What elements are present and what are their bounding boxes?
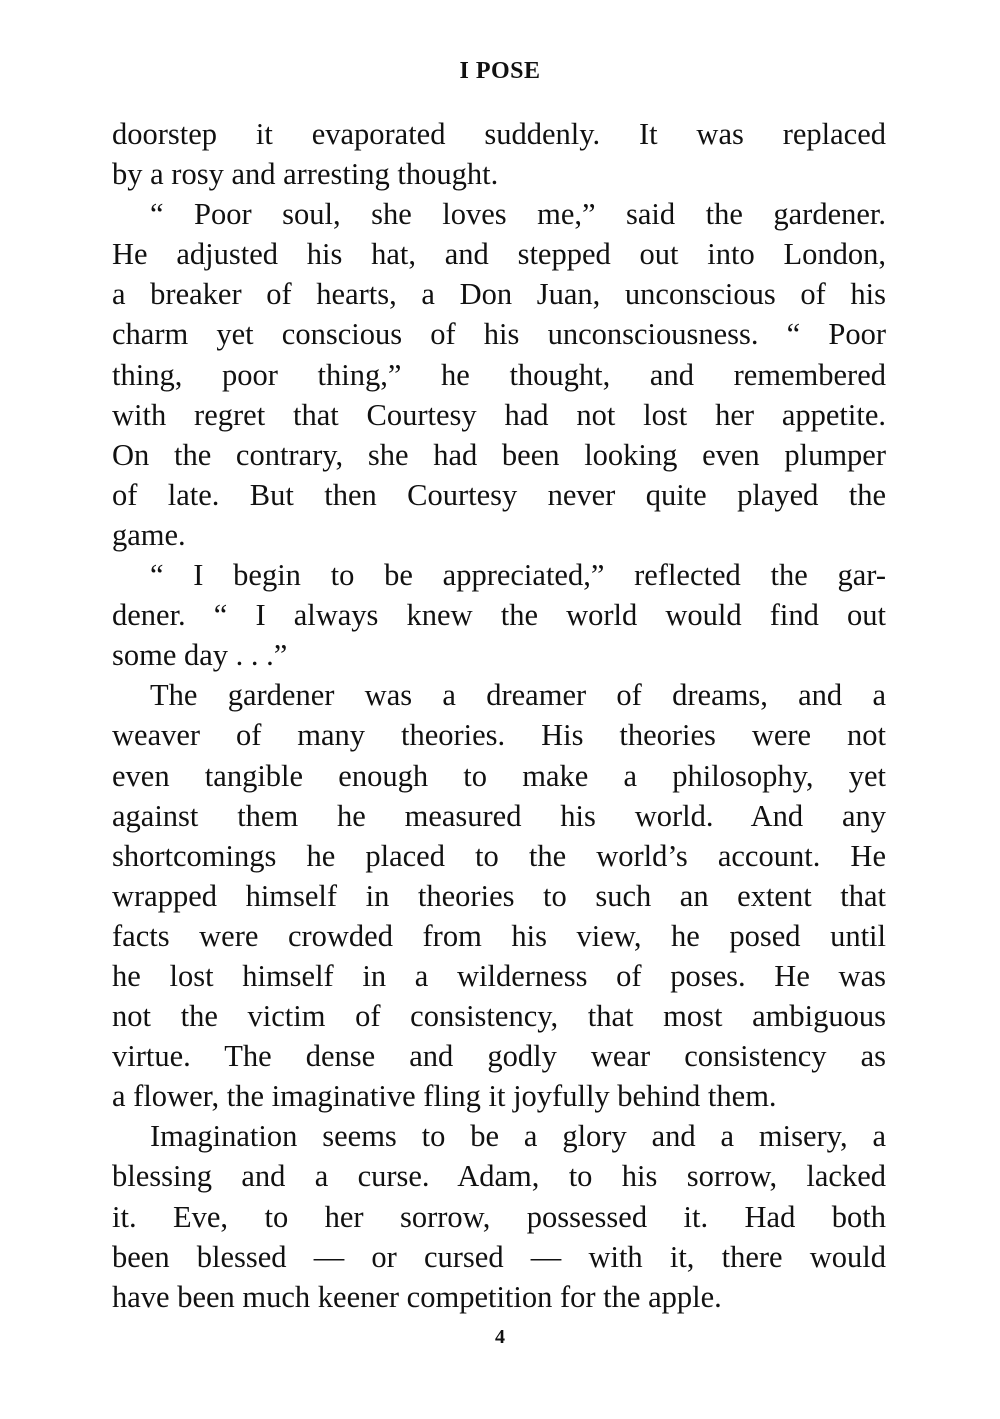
text-line: Imagination seems to be a glory and a misery, a	[150, 1119, 886, 1154]
text-line: been blessed — or cursed — with it, there would	[112, 1239, 886, 1274]
text-line: game.	[112, 517, 186, 552]
text-line: dener. “ I always knew the world would find out	[112, 598, 886, 633]
body-text	[112, 114, 886, 1317]
text-line: a breaker of hearts, a Don Juan, unconscious of his	[112, 277, 886, 312]
text-line: he lost himself in a wilderness of poses. He was	[112, 958, 886, 993]
text-line: charm yet conscious of his unconsciousness. “ Poor	[112, 317, 886, 352]
text-line: thing, poor thing,” he thought, and remembered	[112, 357, 886, 392]
text-line: not the victim of consistency, that most ambiguous	[112, 999, 886, 1034]
text-line: blessing and a curse. Adam, to his sorrow, lacked	[112, 1159, 886, 1194]
text-line: against them he measured his world. And any	[112, 798, 886, 833]
text-line: even tangible enough to make a philosophy, yet	[112, 758, 886, 793]
text-line: virtue. The dense and godly wear consistency as	[112, 1039, 886, 1074]
text-line: “ Poor soul, she loves me,” said the gardener.	[150, 197, 886, 232]
text-line: some day . . .”	[112, 638, 288, 673]
text-line: by a rosy and arresting thought.	[112, 157, 499, 192]
text-line: He adjusted his hat, and stepped out into London,	[112, 237, 886, 272]
text-line: have been much keener competition for the apple.	[112, 1279, 722, 1314]
text-line: it. Eve, to her sorrow, possessed it. Had both	[112, 1199, 886, 1234]
text-line: “ I begin to be appreciated,” reflected the gar-	[150, 558, 886, 593]
text-line: facts were crowded from his view, he posed until	[112, 918, 886, 953]
text-line: The gardener was a dreamer of dreams, and a	[150, 678, 886, 713]
text-line: with regret that Courtesy had not lost her appetite.	[112, 397, 886, 432]
text-line: On the contrary, she had been looking even plumper	[112, 437, 886, 472]
text-line: of late. But then Courtesy never quite played the	[112, 477, 886, 512]
running-head: I POSE	[459, 58, 541, 84]
text-line: weaver of many theories. His theories were not	[112, 718, 886, 753]
text-line: shortcomings he placed to the world’s account. He	[112, 838, 886, 873]
text-line: a flower, the imaginative fling it joyfully behind them.	[112, 1079, 777, 1114]
text-line: wrapped himself in theories to such an extent that	[112, 878, 886, 913]
page-number: 4	[495, 1326, 505, 1348]
text-line: doorstep it evaporated suddenly. It was replaced	[112, 117, 886, 151]
